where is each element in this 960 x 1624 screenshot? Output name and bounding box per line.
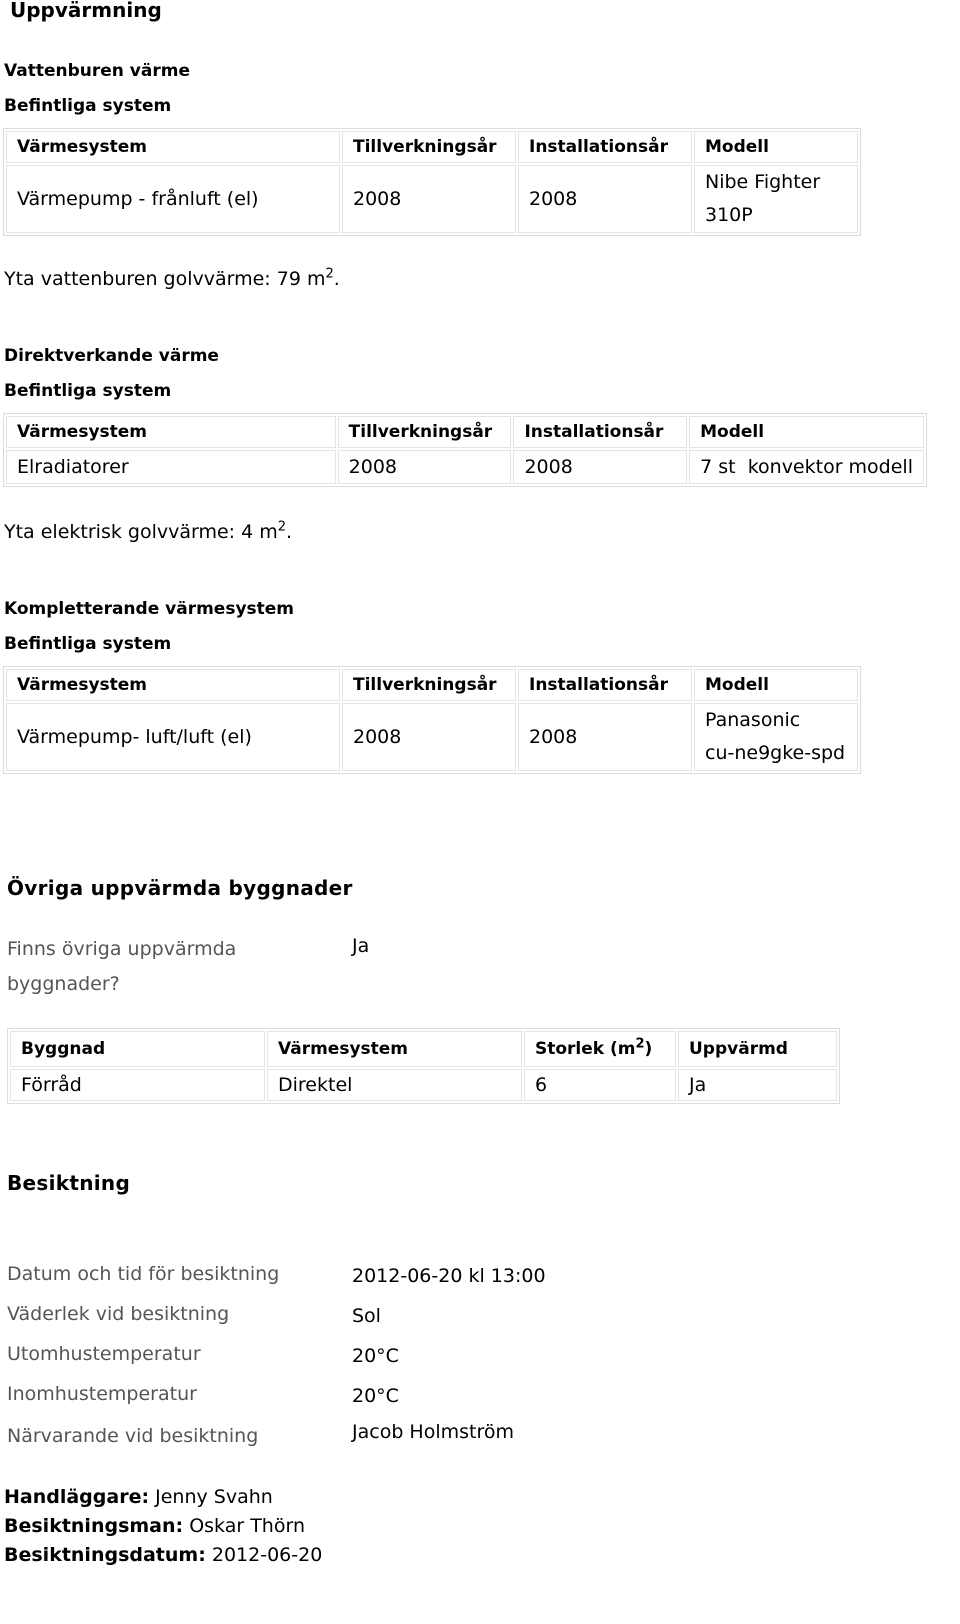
footer: [4, 1483, 322, 1570]
col-header: Storlek $(m^2)$: [524, 1031, 676, 1067]
besiktning-label: Inomhustemperatur: [7, 1383, 197, 1405]
ovriga-answer: Ja: [352, 935, 370, 957]
besiktning-heading: Besiktning: [7, 1171, 131, 1195]
direktverkande-table: [3, 413, 927, 487]
cell-tillverkningsar: 2008: [342, 165, 516, 233]
modell-line1: Nibe Fighter: [705, 171, 821, 193]
vattenburen-heading: Vattenburen värme: [4, 61, 190, 81]
besiktning-value: Sol: [352, 1305, 381, 1327]
vattenburen-subheading: Befintliga system: [4, 96, 172, 116]
cell-modell: 7 st konvektor modell: [689, 450, 924, 484]
table-header-row: [6, 416, 924, 448]
besiktning-table: [7, 1254, 546, 1458]
cell-installationsar: 2008: [518, 165, 692, 233]
table-row: [6, 165, 858, 233]
table-header-row: [10, 1031, 837, 1067]
modell-line1: Panasonic: [705, 709, 801, 731]
cell-system: Elradiatorer: [6, 450, 336, 484]
col-header: Uppvärmd: [678, 1031, 837, 1067]
ovriga-question: Finns övriga uppvärmda byggnader?: [7, 938, 237, 995]
list-item: [7, 1374, 546, 1414]
kompletterande-subheading: Befintliga system: [4, 634, 172, 654]
col-header: Byggnad: [10, 1031, 265, 1067]
col-header: Värmesystem: [6, 416, 336, 448]
table-row: [6, 450, 924, 484]
cell-tillverkningsar: 2008: [338, 450, 512, 484]
cell-modell: [694, 703, 858, 771]
besiktning-value: Jacob Holmström: [352, 1421, 514, 1443]
kompletterande-heading: Kompletterande värmesystem: [4, 599, 295, 619]
cell-system: Värmepump - frånluft (el): [6, 165, 340, 233]
direktverkande-area: Yta elektrisk golvvärme: 4 $m^2$.: [4, 519, 293, 543]
table-row: [6, 703, 858, 771]
vattenburen-table: [3, 128, 861, 236]
table-header-row: [6, 669, 858, 701]
list-item: [7, 1334, 546, 1374]
direktverkande-heading: Direktverkande värme: [4, 346, 219, 366]
kompletterande-table: [3, 666, 861, 774]
handlaggare-line: Handläggare: Jenny Svahn: [4, 1486, 273, 1508]
col-header: Tillverkningsår: [342, 669, 516, 701]
besiktning-value: 2012-06-20 kl 13:00: [352, 1265, 546, 1287]
col-header: Värmesystem: [6, 669, 340, 701]
besiktning-label: Väderlek vid besiktning: [7, 1303, 230, 1325]
ovriga-table: [7, 1028, 840, 1104]
col-header: Installationsår: [518, 669, 692, 701]
besiktningsman-line: Besiktningsman: Oskar Thörn: [4, 1515, 305, 1537]
vattenburen-area: Yta vattenburen golvvärme: 79 $m^2$.: [4, 266, 340, 290]
col-header: Installationsår: [513, 416, 687, 448]
direktverkande-subheading: Befintliga system: [4, 381, 172, 401]
besiktning-value: 20°C: [352, 1345, 399, 1367]
modell-line2: 310P: [705, 204, 753, 226]
col-header: Värmesystem: [267, 1031, 522, 1067]
cell-installationsar: 2008: [518, 703, 692, 771]
cell-modell: [694, 165, 858, 233]
table-header-row: [6, 131, 858, 163]
modell-line2: cu-ne9gke-spd: [705, 742, 846, 764]
besiktning-value: 20°C: [352, 1385, 399, 1407]
list-item: [7, 1414, 546, 1458]
besiktning-label: Närvarande vid besiktning: [7, 1425, 259, 1447]
col-header: Modell: [694, 131, 858, 163]
cell-storlek: 6: [524, 1069, 676, 1101]
col-header: Tillverkningsår: [338, 416, 512, 448]
ovriga-heading: Övriga uppvärmda byggnader: [7, 876, 353, 900]
col-header: Värmesystem: [6, 131, 340, 163]
page-title: Uppvärmning: [10, 0, 162, 22]
cell-tillverkningsar: 2008: [342, 703, 516, 771]
col-header: Modell: [694, 669, 858, 701]
list-item: [7, 1294, 546, 1334]
cell-byggnad: Förråd: [10, 1069, 265, 1101]
cell-installationsar: 2008: [513, 450, 687, 484]
besiktning-label: Datum och tid för besiktning: [7, 1263, 280, 1285]
table-row: [10, 1069, 837, 1101]
col-header: Installationsår: [518, 131, 692, 163]
besiktning-label: Utomhustemperatur: [7, 1343, 201, 1365]
col-header: Tillverkningsår: [342, 131, 516, 163]
besiktningsdatum-line: Besiktningsdatum: 2012-06-20: [4, 1544, 323, 1566]
col-header: Modell: [689, 416, 924, 448]
cell-varmesystem: Direktel: [267, 1069, 522, 1101]
list-item: [7, 1254, 546, 1294]
cell-system: Värmepump- luft/luft (el): [6, 703, 340, 771]
cell-uppvarmd: Ja: [678, 1069, 837, 1101]
